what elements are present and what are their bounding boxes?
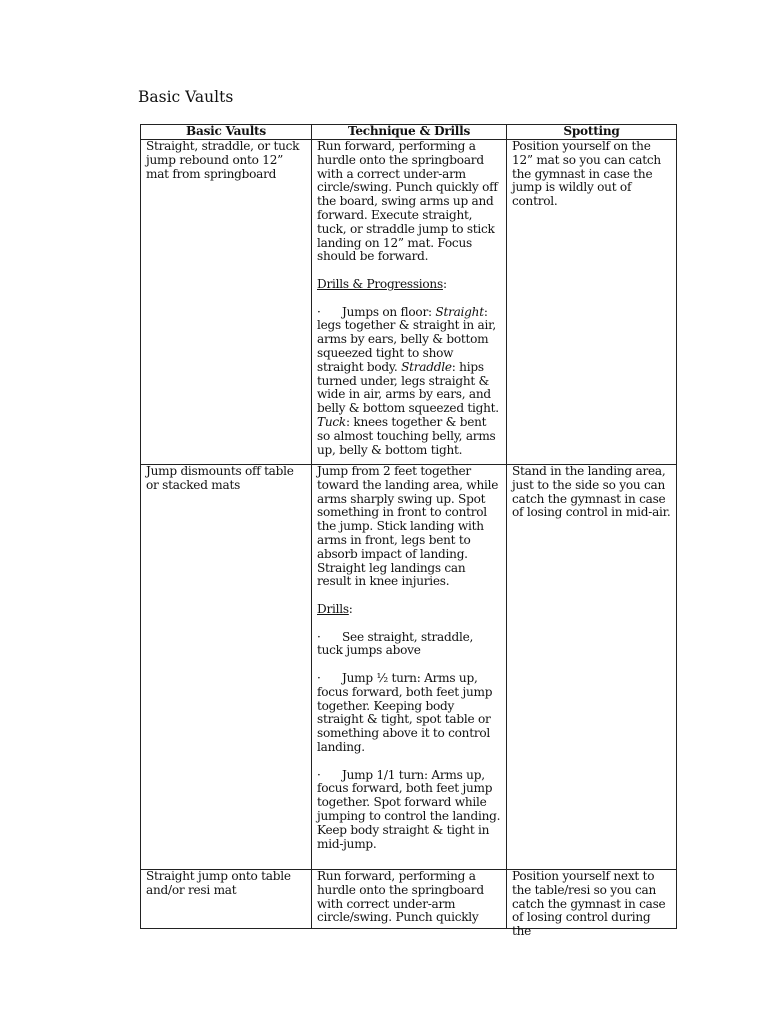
vault-name: Straight jump onto table and/or resi mat (146, 869, 291, 897)
drill-tuck-label: Tuck (317, 414, 346, 429)
drill-straight-text: : legs together & straight in air, arms by ears, belly & bottom squeezed tight to show straight body. (317, 304, 496, 374)
drill-straddle-text: : hips turned under, legs straight & wide in air, arms by ears, and belly & bottom squeezed tight. (317, 359, 499, 416)
drills-heading (317, 603, 501, 617)
table-row (141, 870, 677, 929)
drill-text: See straight, straddle, tuck jumps above (317, 629, 474, 658)
vault-name: Straight, straddle, or tuck jump rebound onto 12” mat from springboard (146, 139, 300, 181)
vault-cell (141, 870, 312, 929)
drills-heading-colon: : (442, 276, 447, 291)
technique-cell (312, 870, 507, 929)
technique-text: Run forward, performing a hurdle onto the springboard with correct under-arm circle/swing. Punch quickly (317, 869, 484, 925)
drill-text: Jump ½ turn: Arms up, focus forward, both feet jump together. Keeping body straight & tight, spot table or something above it to control landing. (317, 670, 493, 754)
drill-item (317, 631, 501, 659)
technique-cell (312, 465, 507, 870)
drill-text: Jump 1/1 turn: Arms up, focus forward, both feet jump together. Spot forward while jumping to control the landing. Keep body straight & tight in mid-jump. (317, 767, 501, 851)
drill-straight-label: Straight (435, 304, 484, 319)
bullet-icon: · (317, 767, 321, 782)
technique-cell (312, 140, 507, 465)
table-header-row (141, 125, 677, 140)
header-spotting: Spotting (507, 125, 677, 140)
drill-item (317, 306, 501, 458)
technique-text: Jump from 2 feet together toward the landing area, while arms sharply swing up. Spot something in front to control the jump. Stick landing with arms in front, legs bent to absorb impact of landing. Straight leg landings can result in knee injuries. (317, 464, 499, 589)
spotting-cell (507, 869, 677, 939)
header-technique-drills: Technique & Drills (312, 125, 507, 140)
drills-heading (317, 278, 501, 292)
drill-tuck-text: : knees together & bent so almost touching belly, arms up, belly & bottom tight. (317, 414, 496, 457)
vaults-table (140, 124, 677, 939)
table-row (141, 140, 677, 465)
spotting-text: Position yourself on the 12” mat so you can catch the gymnast in case the jump is wildly out of control. (512, 139, 661, 209)
bullet-icon: · (317, 304, 321, 319)
drill-item (317, 769, 501, 852)
page-title: Basic Vaults (138, 88, 234, 106)
drill-item (317, 672, 501, 755)
vault-cell (141, 140, 312, 465)
spotting-cell (507, 140, 677, 465)
bullet-icon: · (317, 629, 321, 644)
bullet-icon: · (317, 670, 321, 685)
header-basic-vaults: Basic Vaults (141, 125, 312, 140)
spotting-text: Position yourself next to the table/resi so you can catch the gymnast in case of losing control during the (512, 869, 666, 939)
technique-text: Run forward, performing a hurdle onto the springboard with a correct under-arm circle/swing. Punch quickly off the board, swing arms up and forward. Execute straight, tuck, or straddle jump to stick landing on 12” mat. Focus should be forward. (317, 139, 498, 264)
drills-heading-label: Drills (317, 601, 349, 616)
drill-straddle-label: Straddle (401, 359, 452, 374)
drills-heading-colon: : (348, 601, 353, 616)
vault-cell (141, 465, 312, 870)
drill-lead: Jumps on floor: (342, 304, 436, 319)
spotting-text: Stand in the landing area, just to the side so you can catch the gymnast in case of losing control in mid-air. (512, 464, 671, 520)
drills-heading-label: Drills & Progressions (317, 276, 443, 291)
table-row (141, 465, 677, 870)
spotting-cell (507, 465, 677, 870)
vault-name: Jump dismounts off table or stacked mats (146, 464, 294, 492)
